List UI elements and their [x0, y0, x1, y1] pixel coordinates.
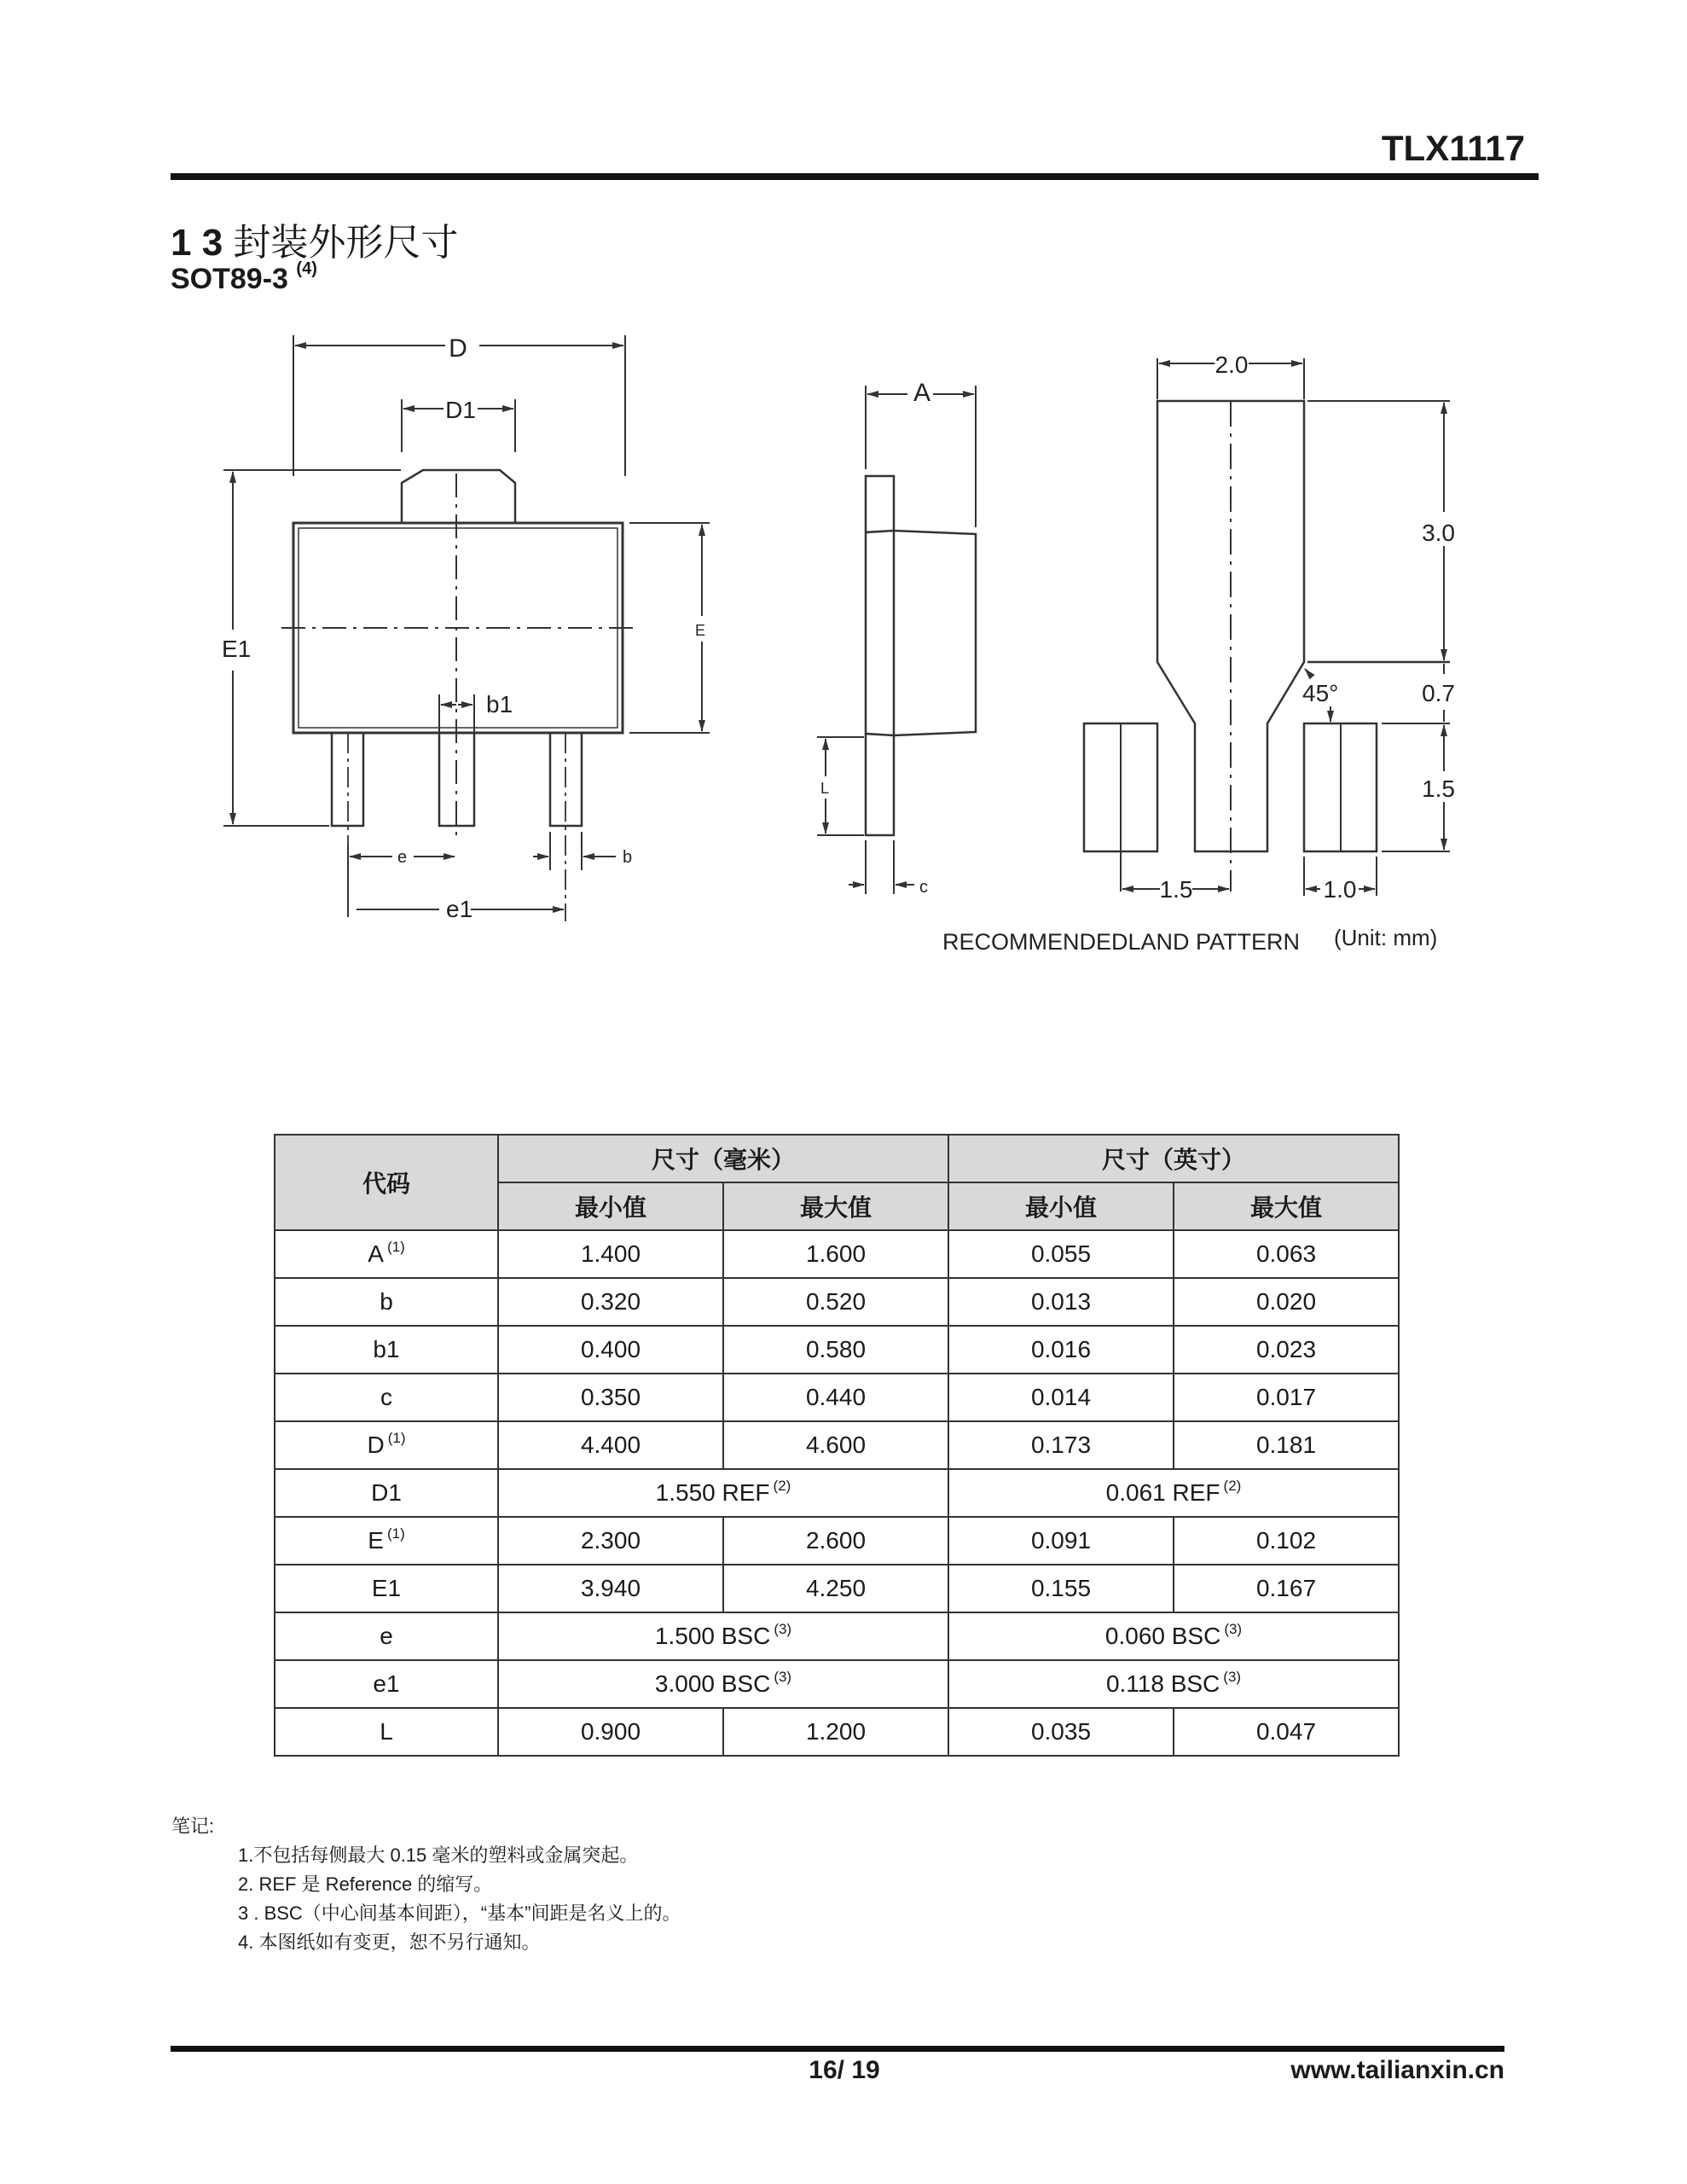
cell-mm-min: [498, 1374, 723, 1421]
cell-inch-max: [1174, 1517, 1399, 1565]
cell-inch-max: [1174, 1374, 1399, 1421]
header-inch-max: 最大值: [1174, 1182, 1399, 1230]
document-code: TLX1117: [1381, 128, 1525, 168]
cell-inch-max: [1174, 1326, 1399, 1374]
cell-inch-min: [948, 1421, 1174, 1469]
cell-code: [275, 1326, 498, 1374]
cell-mm-max: [723, 1230, 948, 1278]
table-row: [275, 1230, 1399, 1278]
cell-mm-min: [498, 1708, 723, 1756]
footnote-ref: (1): [387, 1430, 406, 1446]
land-pattern-caption: RECOMMENDEDLAND PATTERN: [942, 929, 1301, 955]
cell-inch-span: [948, 1612, 1399, 1660]
cell-inch-max-value: 0.020: [1255, 1288, 1317, 1315]
cell-code-value: A: [368, 1240, 384, 1267]
label-e: e: [397, 848, 408, 867]
cell-code: [275, 1565, 498, 1612]
cell-mm-min: [498, 1278, 723, 1326]
cell-mm-min: [498, 1517, 723, 1565]
cell-inch-max: [1174, 1708, 1399, 1756]
cell-mm-min: [498, 1421, 723, 1469]
dimension-table: [274, 1134, 1400, 1757]
cell-code-value: E1: [371, 1575, 402, 1601]
label-b: b: [623, 848, 633, 867]
label-A: A: [913, 379, 931, 407]
cell-inch-max-value: 0.063: [1255, 1240, 1317, 1267]
section-number: 1 3: [171, 222, 223, 264]
cell-mm-min: [498, 1565, 723, 1612]
cell-inch-span-value: 0.118 BSC: [1105, 1670, 1220, 1697]
footnote-ref: (3): [1224, 1621, 1243, 1637]
note-item: 2. REF 是 Reference 的缩写。: [238, 1873, 493, 1895]
cell-inch-min: [948, 1565, 1174, 1612]
package-outline-drawing: [0, 0, 1687, 973]
cell-mm-max: [723, 1708, 948, 1756]
cell-mm-span: [498, 1660, 948, 1708]
header-code: 代码: [275, 1135, 498, 1230]
top-view: [222, 334, 710, 922]
cell-inch-max-value: 0.023: [1255, 1336, 1317, 1362]
cell-inch-min: [948, 1708, 1174, 1756]
footnote-ref: (1): [386, 1239, 405, 1255]
cell-mm-max-value: 0.580: [805, 1336, 867, 1362]
label-45-deg: 45°: [1302, 680, 1339, 706]
cell-inch-max-value: 0.181: [1255, 1432, 1317, 1458]
cell-inch-max: [1174, 1421, 1399, 1469]
cell-code-value: D: [367, 1432, 385, 1458]
header-mm-min: 最小值: [498, 1182, 723, 1230]
cell-inch-span-value: 0.061 REF: [1105, 1479, 1220, 1506]
cell-inch-min-value: 0.014: [1030, 1384, 1092, 1410]
cell-inch-span: [948, 1660, 1399, 1708]
label-E1: E1: [222, 636, 252, 662]
note-item: 1.不包括每侧最大 0.15 毫米的塑料或金属突起。: [238, 1844, 639, 1866]
cell-mm-max: [723, 1278, 948, 1326]
package-label: SOT89-3: [171, 263, 288, 295]
cell-mm-min-value: 1.400: [580, 1240, 641, 1267]
cell-mm-max-value: 0.520: [805, 1288, 867, 1315]
cell-mm-max: [723, 1374, 948, 1421]
notes-heading: 笔记:: [171, 1815, 215, 1837]
footnote-ref: (3): [1223, 1669, 1242, 1685]
label-L: L: [820, 780, 830, 797]
cell-code: [275, 1469, 498, 1517]
label-2-0: 2.0: [1215, 351, 1249, 378]
header-mm-max: 最大值: [723, 1182, 948, 1230]
cell-inch-min-value: 0.016: [1030, 1336, 1092, 1362]
cell-inch-max-value: 0.167: [1255, 1575, 1317, 1601]
label-b1: b1: [486, 691, 513, 717]
cell-inch-max: [1174, 1230, 1399, 1278]
table-row: [275, 1660, 1399, 1708]
cell-mm-max: [723, 1517, 948, 1565]
label-D1: D1: [445, 397, 476, 423]
cell-code-value: D1: [371, 1479, 402, 1506]
cell-code: [275, 1374, 498, 1421]
cell-code: [275, 1708, 498, 1756]
note-item: 4. 本图纸如有变更，恕不另行通知。: [238, 1931, 541, 1953]
cell-mm-max: [723, 1326, 948, 1374]
cell-inch-max-value: 0.047: [1255, 1718, 1317, 1745]
cell-code-value: L: [380, 1718, 393, 1745]
cell-inch-max: [1174, 1278, 1399, 1326]
table-row: [275, 1565, 1399, 1612]
cell-code: [275, 1421, 498, 1469]
label-E: E: [695, 622, 706, 639]
footnote-ref: (3): [774, 1669, 792, 1685]
cell-inch-min-value: 0.091: [1030, 1527, 1092, 1554]
header-mm: 尺寸（毫米）: [498, 1135, 948, 1182]
table-row: [275, 1708, 1399, 1756]
table-row: [275, 1421, 1399, 1469]
cell-mm-min-value: 0.400: [580, 1336, 641, 1362]
cell-code: [275, 1230, 498, 1278]
cell-inch-min: [948, 1374, 1174, 1421]
cell-mm-max-value: 2.600: [805, 1527, 867, 1554]
note-item: 3 . BSC（中心间基本间距），“基本”间距是名义上的。: [238, 1902, 681, 1924]
cell-mm-max-value: 0.440: [805, 1384, 867, 1410]
cell-mm-min: [498, 1326, 723, 1374]
footer-rule: [171, 2046, 1504, 2052]
cell-mm-max-value: 1.600: [805, 1240, 867, 1267]
cell-mm-max: [723, 1421, 948, 1469]
cell-code-value: b: [380, 1288, 393, 1315]
table-row: [275, 1517, 1399, 1565]
side-view: [817, 379, 976, 897]
tab-outline: [402, 470, 515, 523]
footnote-ref: (2): [1223, 1478, 1242, 1494]
cell-code: [275, 1517, 498, 1565]
label-1-0: 1.0: [1323, 876, 1357, 903]
cell-code-value: e1: [373, 1670, 400, 1697]
table-row: [275, 1374, 1399, 1421]
website-link[interactable]: www.tailianxin.cn: [1290, 2056, 1504, 2084]
cell-inch-min-value: 0.035: [1030, 1718, 1092, 1745]
cell-inch-min: [948, 1326, 1174, 1374]
label-0-7: 0.7: [1422, 680, 1455, 706]
cell-mm-min: [498, 1230, 723, 1278]
cell-mm-min-value: 4.400: [580, 1432, 641, 1458]
cell-mm-span-value: 1.550 REF: [655, 1479, 770, 1506]
footnote-ref: (1): [386, 1525, 405, 1542]
label-1-5-height: 1.5: [1422, 775, 1455, 802]
label-D: D: [449, 334, 467, 363]
label-1-5-pitch: 1.5: [1159, 876, 1193, 903]
side-body: [866, 531, 976, 735]
cell-inch-span-value: 0.060 BSC: [1104, 1623, 1221, 1649]
table-row: [275, 1612, 1399, 1660]
land-pattern: [942, 351, 1455, 955]
cell-inch-max-value: 0.102: [1255, 1527, 1317, 1554]
cell-inch-min: [948, 1517, 1174, 1565]
cell-mm-span: [498, 1612, 948, 1660]
cell-code: [275, 1660, 498, 1708]
package-note: (4): [296, 259, 317, 278]
cell-code-value: E: [368, 1527, 384, 1554]
cell-inch-min-value: 0.013: [1030, 1288, 1092, 1315]
label-c: c: [919, 878, 928, 897]
cell-mm-max: [723, 1565, 948, 1612]
cell-inch-min: [948, 1278, 1174, 1326]
cell-inch-min: [948, 1230, 1174, 1278]
footnote-ref: (3): [774, 1621, 792, 1637]
cell-mm-min-value: 0.320: [580, 1288, 641, 1315]
cell-mm-min-value: 3.940: [580, 1575, 641, 1601]
cell-mm-max-value: 4.250: [805, 1575, 867, 1601]
cell-mm-max-value: 1.200: [805, 1718, 867, 1745]
table-row: [275, 1326, 1399, 1374]
unit-label: (Unit: mm): [1334, 925, 1438, 950]
cell-mm-span-value: 3.000 BSC: [654, 1670, 771, 1697]
cell-inch-min-value: 0.055: [1030, 1240, 1092, 1267]
cell-mm-min-value: 0.900: [580, 1718, 641, 1745]
page-number: 16/ 19: [809, 2056, 880, 2084]
label-3-0: 3.0: [1422, 520, 1455, 546]
cell-inch-span: [948, 1469, 1399, 1517]
table-row: [275, 1469, 1399, 1517]
cell-inch-min-value: 0.173: [1030, 1432, 1092, 1458]
cell-mm-min-value: 2.300: [580, 1527, 641, 1554]
cell-code-value: e: [380, 1623, 393, 1649]
label-e1: e1: [446, 896, 473, 922]
cell-mm-span-value: 1.500 BSC: [654, 1623, 771, 1649]
cell-inch-max: [1174, 1565, 1399, 1612]
cell-code: [275, 1278, 498, 1326]
cell-code: [275, 1612, 498, 1660]
table-body: [275, 1230, 1399, 1756]
footnote-ref: (2): [773, 1478, 791, 1494]
header-inch: 尺寸（英寸）: [948, 1135, 1399, 1182]
cell-code-value: b1: [373, 1336, 400, 1362]
cell-inch-min-value: 0.155: [1030, 1575, 1092, 1601]
cell-mm-max-value: 4.600: [805, 1432, 867, 1458]
header-inch-min: 最小值: [948, 1182, 1174, 1230]
section-title-text: 封装外形尺寸: [233, 222, 459, 264]
cell-mm-span: [498, 1469, 948, 1517]
cell-mm-min-value: 0.350: [580, 1384, 641, 1410]
cell-inch-max-value: 0.017: [1255, 1384, 1317, 1410]
cell-code-value: c: [380, 1384, 392, 1410]
table-row: [275, 1278, 1399, 1326]
notes: [171, 1812, 681, 1957]
